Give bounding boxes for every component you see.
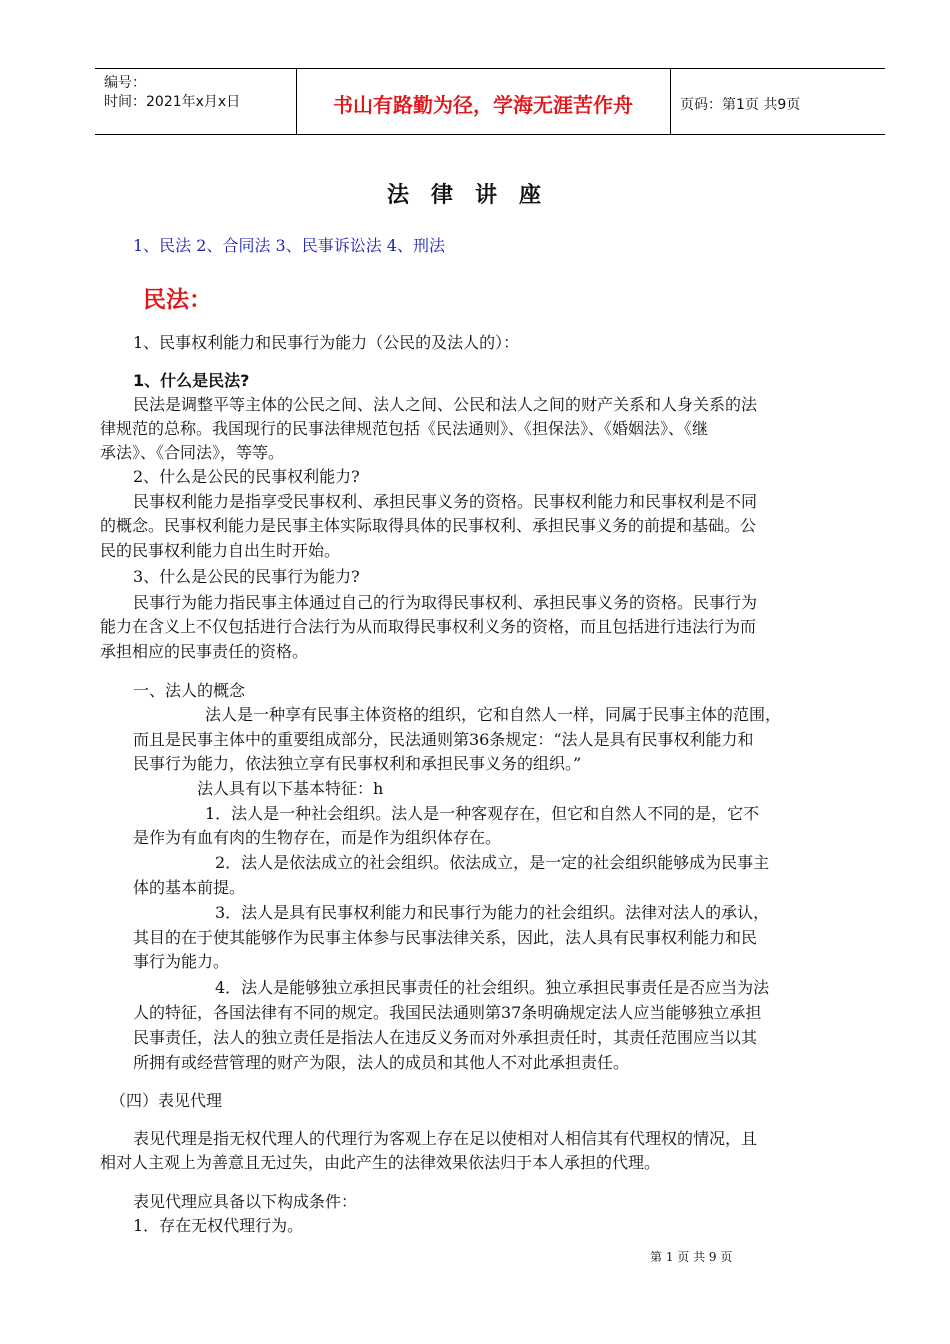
list-item: 4．法人是能够独立承担民事责任的社会组织。独立承担民事责任是否应当为法 xyxy=(215,978,770,997)
header-bottom-rule xyxy=(95,134,885,135)
list-item: 1．存在无权代理行为。 xyxy=(133,1216,304,1235)
body-line: 其目的在于使其能够作为民事主体参与民事法律关系，因此，法人具有民事权利能力和民 xyxy=(133,928,758,947)
body-line: 能力在含义上不仅包括进行合法行为从而取得民事权利义务的资格，而且包括进行违法行为而 xyxy=(100,617,757,636)
body-line: 承法》、《合同法》，等等。 xyxy=(100,443,285,462)
body-line: 表见代理是指无权代理人的代理行为客观上存在足以使相对人相信其有代理权的情况，且 xyxy=(133,1129,758,1148)
question-line: 2、什么是公民的民事权利能力? xyxy=(133,467,360,486)
body-line: 民的民事权利能力自出生时开始。 xyxy=(100,541,341,560)
list-item: 3．法人是具有民事权利能力和民事行为能力的社会组织。法律对法人的承认， xyxy=(215,903,770,922)
document-date: 时间：2021年x月x日 xyxy=(104,94,241,110)
body-line: 体的基本前提。 xyxy=(133,878,246,897)
header-motto: 书山有路勤为径，学海无涯苦作舟 xyxy=(333,93,633,117)
body-line: 民事责任，法人的独立责任是指法人在违反义务而对外承担责任时，其责任范围应当以其 xyxy=(133,1028,758,1047)
subheading-line: 1、什么是民法? xyxy=(133,371,250,390)
topic-list: 1、民法 2、合同法 3、民事诉讼法 4、刑法 xyxy=(133,236,445,255)
header-divider-right xyxy=(670,68,671,135)
list-item: 1．法人是一种社会组织。法人是一种客观存在，但它和自然人不同的是，它不 xyxy=(205,804,760,823)
list-item: 2．法人是依法成立的社会组织。依法成立，是一定的社会组织能够成为民事主 xyxy=(215,853,770,872)
body-line: 表见代理应具备以下构成条件： xyxy=(133,1192,358,1211)
document-number-label: 编号： xyxy=(104,75,146,91)
body-line: 法人是一种享有民事主体资格的组织，它和自然人一样，同属于民事主体的范围， xyxy=(205,705,782,724)
body-line: 是作为有血有肉的生物存在，而是作为组织体存在。 xyxy=(133,828,502,847)
header-top-rule xyxy=(95,68,885,69)
body-line: 民事行为能力指民事主体通过自己的行为取得民事权利、承担民事义务的资格。民事行为 xyxy=(133,593,758,612)
section-heading: 民法： xyxy=(143,287,212,313)
body-line: 法人具有以下基本特征：h xyxy=(197,779,384,798)
body-line: 民事权利能力是指享受民事权利、承担民事义务的资格。民事权利能力和民事权利是不同 xyxy=(133,492,758,511)
question-line: 3、什么是公民的民事行为能力? xyxy=(133,567,360,586)
body-line: 1、民事权利能力和民事行为能力（公民的及法人的）： xyxy=(133,333,520,352)
page-title: 法律讲座 xyxy=(386,183,563,208)
page-footer: 第 1 页 共 9 页 xyxy=(650,1250,733,1264)
body-line: 事行为能力。 xyxy=(133,952,230,971)
body-line: 承担相应的民事责任的资格。 xyxy=(100,642,309,661)
subheading-line: 一、法人的概念 xyxy=(133,681,246,700)
body-line: 相对人主观上为善意且无过失，由此产生的法律效果依法归于本人承担的代理。 xyxy=(100,1153,661,1172)
body-line: 民法是调整平等主体的公民之间、法人之间、公民和法人之间的财产关系和人身关系的法 xyxy=(133,395,758,414)
subheading-line: （四）表见代理 xyxy=(110,1091,223,1110)
body-line: 所拥有或经营管理的财产为限，法人的成员和其他人不对此承担责任。 xyxy=(133,1053,630,1072)
body-line: 民事行为能力，依法独立享有民事权利和承担民事义务的组织。” xyxy=(133,754,582,773)
body-line: 的概念。民事权利能力是民事主体实际取得具体的民事权利、承担民事义务的前提和基础。公 xyxy=(100,516,757,535)
body-line: 人的特征，各国法律有不同的规定。我国民法通则第37条明确规定法人应当能够独立承担 xyxy=(133,1003,762,1022)
header-page-info: 页码：第1页 共9页 xyxy=(680,97,801,113)
body-line: 律规范的总称。我国现行的民事法律规范包括《民法通则》、《担保法》、《婚姻法》、《继 xyxy=(100,419,709,438)
body-line: 而且是民事主体中的重要组成部分，民法通则第36条规定：“法人是具有民事权利能力和 xyxy=(133,730,754,749)
